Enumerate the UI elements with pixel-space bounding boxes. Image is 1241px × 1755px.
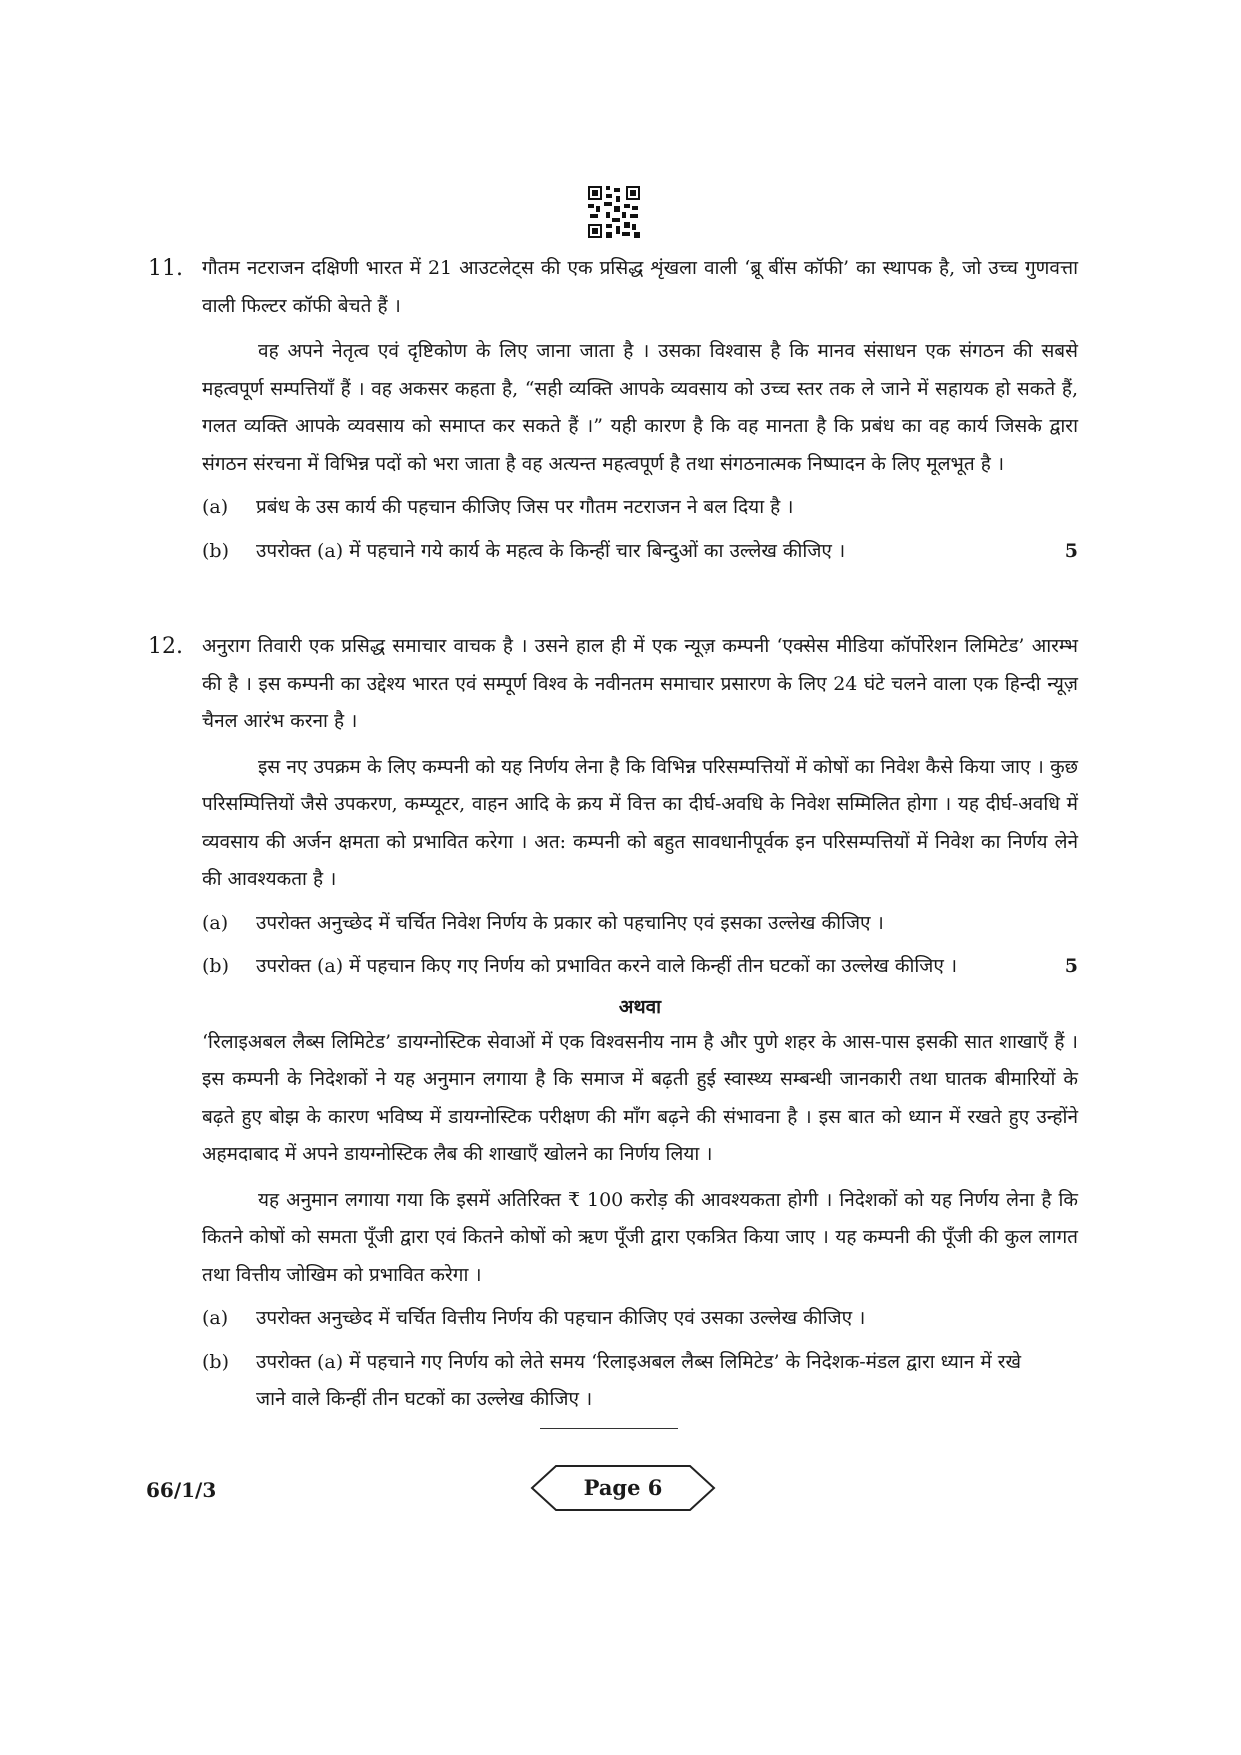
sub-question-text: उपरोक्त अनुच्छेद में चर्चित वित्तीय निर्णय की पहचान कीजिए एवं उसका उल्लेख कीजिए ।: [256, 1307, 866, 1329]
sub-question-a: [202, 905, 1078, 943]
question-number: 11.: [148, 256, 183, 281]
question-body: वह अपने नेतृत्व एवं दृष्टिकोण के लिए जाना जाता है । उसका विश्वास है कि मानव संसाधन एक संगठन की सबसे महत्वपूर्ण सम्पत्तियाँ हैं । वह अकसर कहता है, “सही व्यक्ति आपके व्यवसाय को उच्च स्तर तक ले जाने में सहायक हो सकते हैं, गलत व्यक्ति आपके व्यवसाय को समाप्त कर सकते हैं ।” यही कारण है कि वह मानता है कि प्रबंध का वह कार्य जिसके द्वारा संगठन संरचना में विभिन्न पदों को भरा जाता है वह अत्यन्त महत्वपूर्ण है तथा संगठनात्मक निष्पादन के लिए मूलभूत है ।: [202, 340, 1078, 475]
sub-question-text: प्रबंध के उस कार्य की पहचान कीजिए जिस पर गौतम नटराजन ने बल दिया है ।: [256, 496, 794, 518]
alternative-intro: ‘रिलाइअबल लैब्स लिमिटेड’ डायग्नोस्टिक सेवाओं में एक विश्वसनीय नाम है और पुणे शहर के आस-पास इसकी सात शाखाएँ हैं । इस कम्पनी के निदेशकों ने यह अनुमान लगाया है कि समाज में बढ़ती हुई स्वास्थ्य सम्बन्धी जानकारी तथा घातक बीमारियों के बढ़ते हुए बोझ के कारण भविष्य में डायग्नोस्टिक परीक्षण की माँग बढ़ने की संभावना है । इस बात को ध्यान में रखते हुए उन्होंने अहमदाबाद में अपने डायग्नोस्टिक लैब की शाखाएँ खोलने का निर्णय लिया ।: [202, 1030, 1078, 1165]
sub-question-label: (a): [202, 911, 229, 934]
marks: 5: [1064, 955, 1078, 977]
question-body: इस नए उपक्रम के लिए कम्पनी को यह निर्णय लेना है कि विभिन्न परिसम्पत्तियों में कोषों का निवेश कैसे किया जाए । कुछ परिसम्पित्तियों जैसे उपकरण, कम्प्यूटर, वाहन आदि के क्रय में वित्त का दीर्घ-अवधि के निवेश सम्मिलित होगा । यह दीर्घ-अवधि में व्यवसाय की अर्जन क्षमता को प्रभावित करेगा । अत: कम्पनी को बहुत सावधानीपूर्वक इन परिसम्पत्तियों में निवेश का निर्णय लेने की आवश्यकता है ।: [202, 755, 1078, 890]
sub-question-text: उपरोक्त (a) में पहचान किए गए निर्णय को प्रभावित करने वाले किन्हीं तीन घटकों का उल्लेख कीजिए ।: [256, 955, 958, 977]
question-intro: अनुराग तिवारी एक प्रसिद्ध समाचार वाचक है । उसने हाल ही में एक न्यूज़ कम्पनी ‘एक्सेस मीडिया कॉर्पोरेशन लिमिटेड’ आरम्भ की है । इस कम्पनी का उद्देश्य भारत एवं सम्पूर्ण विश्व के नवीनतम समाचार प्रसारण के लिए 24 घंटे चलने वाला एक हिन्दी न्यूज़ चैनल आरंभ करना है ।: [202, 635, 1078, 732]
sub-question-label: (a): [202, 1307, 229, 1329]
alternative-sub-question-b: [202, 1344, 1078, 1419]
question-intro: गौतम नटराजन दक्षिणी भारत में 21 आउटलेट्स की एक प्रसिद्ध शृंखला वाली ‘ब्रू बींस कॉफी’ का स्थापक है, जो उच्च गुणवत्ता वाली फिल्टर कॉफी बेचते हैं ।: [202, 257, 1078, 317]
question-12: [148, 628, 1078, 1419]
sub-question-label: (a): [202, 496, 229, 518]
page-number: Page 6: [583, 1475, 663, 1500]
qr-code-icon: [588, 186, 640, 238]
alternative-sub-question-a: [202, 1300, 1078, 1338]
sub-question-label: (b): [202, 1350, 229, 1373]
sub-question-b: [202, 533, 1078, 571]
sub-question-text: उपरोक्त (a) में पहचाने गए निर्णय को लेते समय ‘रिलाइअबल लैब्स लिमिटेड’ के निदेशक-मंडल द्वारा ध्यान में रखे जाने वाले किन्हीं तीन घटकों का उल्लेख कीजिए ।: [256, 1350, 1022, 1410]
paper-code: 66/1/3: [146, 1478, 217, 1502]
marks: 5: [1064, 539, 1078, 562]
page-content: [148, 250, 1078, 1419]
sub-question-label: (b): [202, 539, 229, 562]
question-11: [148, 250, 1078, 570]
question-number: 12.: [148, 634, 183, 659]
sub-question-label: (b): [202, 955, 229, 977]
sub-question-text: उपरोक्त अनुच्छेद में चर्चित निवेश निर्णय के प्रकार को पहचानिए एवं इसका उल्लेख कीजिए ।: [256, 911, 884, 934]
sub-question-a: [202, 489, 1078, 527]
sub-question-b: [202, 948, 1078, 986]
end-rule: [540, 1428, 678, 1429]
alternative-body: यह अनुमान लगाया गया कि इसमें अतिरिक्त ₹ 100 करोड़ की आवश्यकता होगी । निदेशकों को यह निर्णय लेना है कि कितने कोषों को समता पूँजी द्वारा एवं कितने कोषों को ऋण पूँजी द्वारा एकत्रित किया जाए । यह कम्पनी की पूँजी की कुल लागत तथा वित्तीय जोखिम को प्रभावित करेगा ।: [202, 1188, 1078, 1286]
or-heading: अथवा: [618, 995, 662, 1018]
sub-question-text: उपरोक्त (a) में पहचाने गये कार्य के महत्व के किन्हीं चार बिन्दुओं का उल्लेख कीजिए ।: [256, 539, 846, 562]
